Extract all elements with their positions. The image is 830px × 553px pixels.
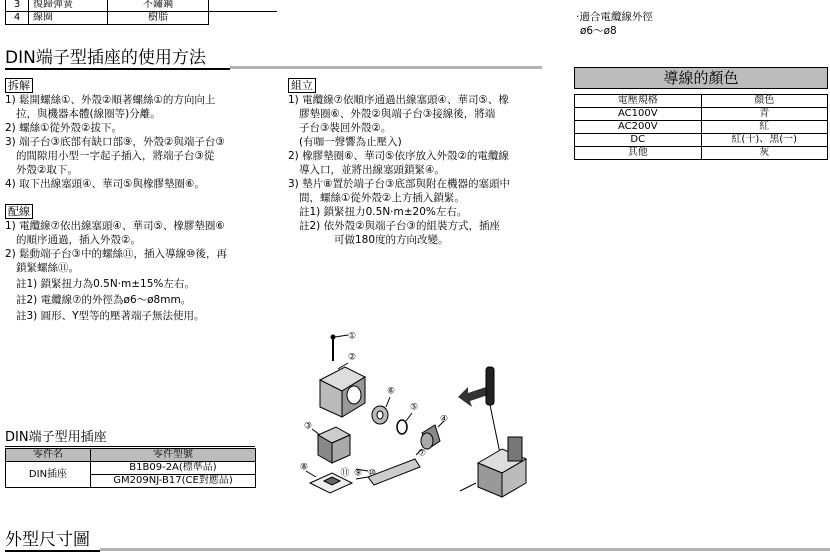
disassembly-block xyxy=(5,78,277,191)
din-parts-underline xyxy=(5,446,255,447)
step-cont: 拉，與機器本體(線圈等)分離。 xyxy=(16,108,161,120)
step: 1) 鬆開螺絲①、外殼②順著螺絲①的方向向上 xyxy=(5,94,216,106)
header-part-number: 零件型號 xyxy=(91,449,256,462)
step-cont: 膠墊圈⑥、外殼②與端子台③接線後，將端 xyxy=(299,108,496,120)
cell-voltage: 其他 xyxy=(575,147,702,160)
cell-color: 紅 xyxy=(701,121,828,134)
label-2: ② xyxy=(347,352,357,363)
cell-part-number: GM209NJ-B17(CE對應品) xyxy=(91,475,256,488)
label-5: ⑤ xyxy=(409,402,419,413)
note: 註2) 依外殼②與端子台③的組裝方式，插座 xyxy=(299,220,500,232)
note-cont: 可做180度的方向改變。 xyxy=(334,234,449,246)
din-parts-table xyxy=(5,448,256,488)
header-color: 顏色 xyxy=(701,95,828,108)
row-material: 不鏽鋼 xyxy=(108,0,209,12)
label-3: ③ xyxy=(303,421,313,432)
assembly-block xyxy=(288,78,550,247)
wiring-tag: 配線 xyxy=(5,204,33,219)
step: 1) 電纜線⑦依順序通過出線塞頭④、華司⑤、橡 xyxy=(288,94,509,106)
table-row xyxy=(6,12,278,25)
plug-part xyxy=(421,421,444,449)
label-9: ⑨ xyxy=(353,468,363,479)
step-cont: 的順序通過，插入外殼②。 xyxy=(16,234,141,246)
table-row xyxy=(6,462,256,475)
note: 註1) 鎖緊扭力0.5N·m±20%左右。 xyxy=(299,206,468,218)
title-underline xyxy=(5,68,230,70)
step: 1) 電纜線⑦依出線塞頭④、華司⑤、橡膠墊圈⑥ xyxy=(5,220,225,232)
table-header-row xyxy=(6,449,256,462)
cell-color: 灰 xyxy=(701,147,828,160)
table-header-row xyxy=(575,95,828,108)
cell-color: 青 xyxy=(701,108,828,121)
step: 2) 螺絲①從外殼②拔下。 xyxy=(5,122,122,134)
step: 4) 取下出線塞頭④、華司⑤與橡膠墊圈⑥。 xyxy=(5,178,205,190)
label-7: ⑦ xyxy=(417,448,427,459)
step: 2) 鬆動端子台③中的螺絲⑪，插入導線⑩後，再 xyxy=(5,248,227,260)
cell-part-number: B1B09-2A(標準品) xyxy=(91,462,256,475)
cell-voltage: DC xyxy=(575,134,702,147)
table-row xyxy=(6,0,278,12)
table-row xyxy=(575,121,828,134)
section-rule xyxy=(230,66,542,69)
cell-voltage: AC200V xyxy=(575,121,702,134)
lead-color-title: 導線的顏色 xyxy=(663,69,739,87)
assembly-tag: 組立 xyxy=(288,78,316,93)
step-cont: 外殼②取下。 xyxy=(16,164,78,176)
cell-part-name: DIN插座 xyxy=(6,462,91,488)
outline-rule xyxy=(100,548,830,551)
table-row xyxy=(575,108,828,121)
label-4: ④ xyxy=(439,414,449,425)
note: 註1) 鎖緊扭力為0.5N·m±15%左右。 xyxy=(16,278,195,290)
cell-color: 紅(十)、黑(一) xyxy=(701,134,828,147)
cable-note-line1: ·適合電纜線外徑 xyxy=(576,11,653,23)
step-cont: (有咖一聲響為止壓入) xyxy=(299,136,402,148)
row-name: 線圈 xyxy=(29,12,108,25)
screw-part xyxy=(331,335,348,361)
header-voltage: 電壓規格 xyxy=(575,95,702,108)
disassembly-tag: 拆解 xyxy=(5,78,33,93)
row-no: 4 xyxy=(6,12,29,25)
step: 3) 墊片⑧置於端子台③底部與附在機器的塞頭中 xyxy=(288,178,510,190)
table-row xyxy=(575,147,828,160)
din-parts-title: DIN端子型用插座 xyxy=(5,430,107,445)
cable-note xyxy=(576,10,653,38)
exploded-diagram xyxy=(290,325,545,505)
lead-color-title-box xyxy=(574,67,828,89)
label-8: ⑧ xyxy=(299,462,309,473)
step: 3) 端子台③底部有缺口部⑨，外殼②與端子台③ xyxy=(5,136,225,148)
step: 2) 橡膠墊圈⑥、華司⑤依序放入外殼②的電纜線 xyxy=(288,150,509,162)
label-11: ⑪ xyxy=(340,468,350,479)
housing-part xyxy=(320,363,365,417)
cable-note-line2: ø6～ø8 xyxy=(580,25,617,37)
label-1: ① xyxy=(347,331,357,342)
cell-voltage: AC100V xyxy=(575,108,702,121)
label-6: ⑥ xyxy=(386,386,396,397)
section-title-outline: 外型尺寸圖 xyxy=(5,530,90,550)
note: 註3) 圓形、Y型等的壓著端子無法使用。 xyxy=(16,310,205,322)
arrow-shape xyxy=(458,387,488,407)
step-cont: 的間隙用小型一字起子插入，將端子台③從 xyxy=(16,150,215,162)
cable-part xyxy=(353,449,422,485)
step-cont: 導入口，並將出線塞頭鎖緊④。 xyxy=(299,164,445,176)
table-row xyxy=(575,134,828,147)
outline-underline xyxy=(5,550,100,552)
note: 註2) 電纜線⑦的外徑為ø6～ø8mm。 xyxy=(16,294,192,306)
row-material: 樹脂 xyxy=(108,12,209,25)
assembled-connector xyxy=(460,367,526,497)
header-part-name: 零件名 xyxy=(6,449,91,462)
grommet-part xyxy=(372,397,390,424)
step-cont: 鎖緊螺絲⑪。 xyxy=(16,262,79,274)
section-title-din-usage: DIN端子型插座的使用方法 xyxy=(5,48,206,68)
washer-part xyxy=(397,413,412,434)
step-cont: 間，螺絲①從外殼②上方插入鎖緊。 xyxy=(299,192,465,204)
lead-color-table xyxy=(574,94,828,160)
label-10: ⑩ xyxy=(367,468,377,479)
wiring-block xyxy=(5,204,277,323)
parts-material-table xyxy=(5,0,277,25)
step-cont: 子台③裝回外殼②。 xyxy=(299,122,392,134)
terminal-block-part xyxy=(312,427,350,463)
row-no: 3 xyxy=(6,0,29,12)
row-name: 復歸彈簧 xyxy=(29,0,108,12)
